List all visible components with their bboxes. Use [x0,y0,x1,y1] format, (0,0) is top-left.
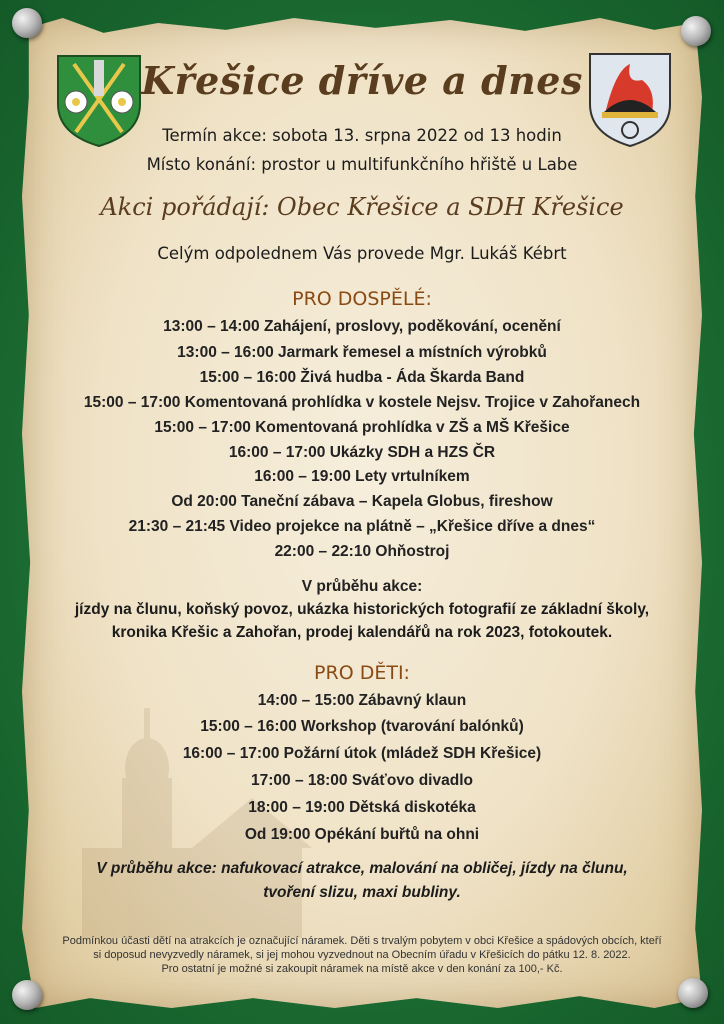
adults-during-text: kronika Křešic a Zahořan, prodej kalendářů na rok 2023, fotokoutek. [111,624,613,641]
schedule-item: 14:00 – 15:00 Zábavný klaun [257,692,467,709]
adults-during-text: jízdy na člunu, koňský povoz, ukázka historických fotografií ze základní školy, [74,601,650,618]
adults-during-heading: V průběhu akce: [301,578,423,595]
kids-heading: PRO DĚTI: [314,662,410,684]
pushpin-icon [12,8,42,38]
schedule-item: 15:00 – 17:00 Komentovaná prohlídka v kostele Nejsv. Trojice v Zahořanech [83,394,641,411]
host-line: Celým odpolednem Vás provede Mgr. Lukáš Kébrt [157,244,567,263]
schedule-item: Od 20:00 Taneční zábava – Kapela Globus, fireshow [171,493,553,510]
event-venue: Místo konání: prostor u multifunkčního hřiště u Labe [146,155,578,174]
schedule-item: 17:00 – 18:00 Sváťovo divadlo [251,772,473,789]
page-title: Křešice dříve a dnes [141,58,583,103]
footnote-line: Podmínkou účasti dětí na atrakcích je označující náramek. Děti s trvalým pobytem v obci Křešice a spádových obcích, kteří [62,935,662,947]
pushpin-icon [681,16,711,46]
schedule-item: 15:00 – 17:00 Komentovaná prohlídka v ZŠ a MŠ Křešice [154,419,570,436]
pushpin-icon [678,978,708,1008]
kids-during-text: V průběhu akce: nafukovací atrakce, malování na obličej, jízdy na člunu, [96,860,628,877]
organizers: Akci pořádají: Obec Křešice a SDH Křešice [100,193,624,221]
kids-during-text: tvoření slizu, maxi bubliny. [263,884,461,901]
event-date: Termín akce: sobota 13. srpna 2022 od 13 hodin [162,126,562,145]
schedule-item: 15:00 – 16:00 Živá hudba - Áda Škarda Band [199,369,525,386]
schedule-item: 15:00 – 16:00 Workshop (tvarování balónků) [200,718,524,735]
adults-heading: PRO DOSPĚLÉ: [292,288,432,310]
schedule-item: 16:00 – 17:00 Požární útok (mládež SDH Křešice) [182,745,542,762]
schedule-item: Od 19:00 Opékání buřtů na ohni [244,826,480,843]
schedule-item: 13:00 – 16:00 Jarmark řemesel a místních výrobků [177,344,547,361]
footnote-line: Pro ostatní je možné si zakoupit náramek na místě akce v den konání za 100,- Kč. [161,963,563,975]
schedule-item: 16:00 – 19:00 Lety vrtulníkem [254,468,470,485]
schedule-item: 18:00 – 19:00 Dětská diskotéka [248,799,476,816]
schedule-item: 16:00 – 17:00 Ukázky SDH a HZS ČR [228,444,496,461]
schedule-item: 13:00 – 14:00 Zahájení, proslovy, poděkování, ocenění [163,318,561,335]
footnote-line: si doposud nevyzvedly náramek, si jej mohou vyzvednout na Obecním úřadu v Křešicích do pátku 12. 8. 2022. [93,949,631,961]
schedule-item: 21:30 – 21:45 Video projekce na plátně – „Křešice dříve a dnes“ [128,518,596,535]
schedule-item: 22:00 – 22:10 Ohňostroj [274,543,450,560]
pushpin-icon [12,980,42,1010]
